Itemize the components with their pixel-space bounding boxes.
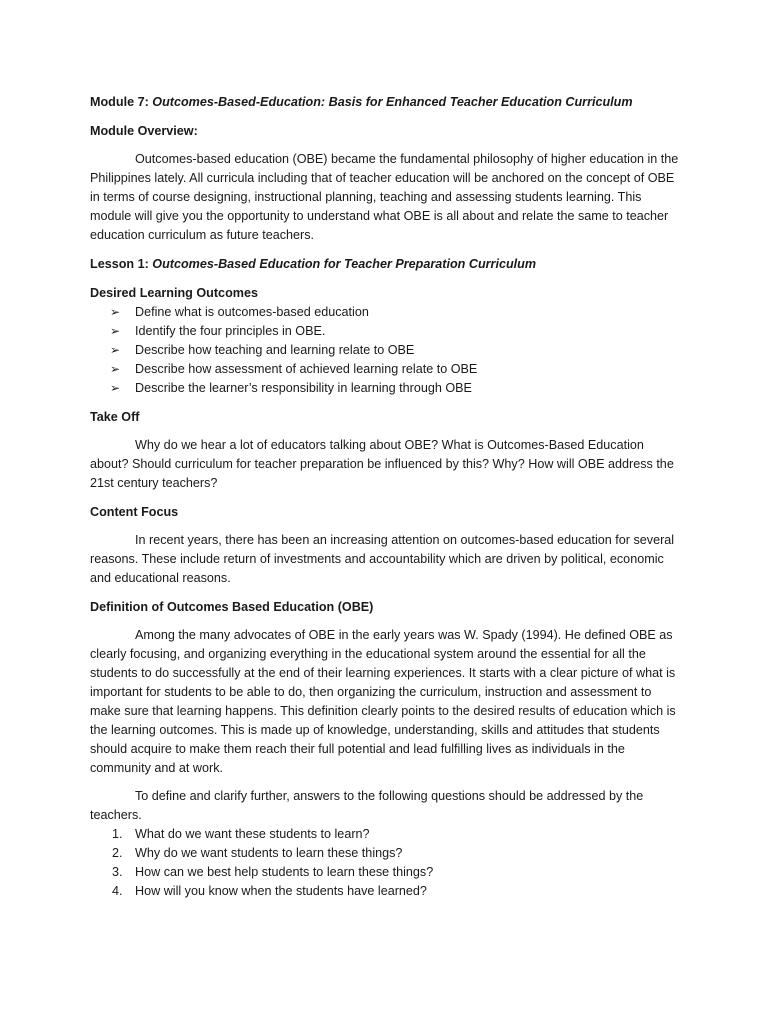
list-number: 4. [112, 884, 123, 898]
list-item [90, 825, 680, 844]
list-item-text: Identify the four principles in OBE. [135, 324, 326, 338]
list-item [90, 379, 680, 398]
list-number: 1. [112, 827, 123, 841]
lesson-prefix: Lesson 1: [90, 257, 153, 271]
module-overview-paragraph: Outcomes-based education (OBE) became the fundamental philosophy of higher education in the Philippines lately. All curricula including that of teacher education will be anchored on the concept of OBE in terms of course designing, instructional planning, teaching and assessing students learning. This module will give you the opportunity to understand what OBE is all about and relate the same to teacher education curriculum as future teachers. [90, 152, 679, 242]
lesson-title-text: Outcomes-Based Education for Teacher Preparation Curriculum [152, 257, 537, 271]
list-item [90, 360, 680, 379]
list-item-text: Describe the learner’s responsibility in learning through OBE [135, 381, 472, 395]
list-item [90, 341, 680, 360]
obe-definition-heading: Definition of Outcomes Based Education (OBE) [90, 600, 374, 614]
list-number: 3. [112, 865, 123, 879]
arrowhead-bullet-icon: ➢ [110, 381, 121, 395]
list-item-text: What do we want these students to learn? [135, 827, 370, 841]
content-focus-heading: Content Focus [90, 505, 179, 519]
list-number: 2. [112, 846, 123, 860]
arrowhead-bullet-icon: ➢ [110, 362, 121, 376]
arrowhead-bullet-icon: ➢ [110, 305, 121, 319]
list-item [90, 322, 680, 341]
teacher-questions-list [90, 825, 680, 901]
module-title-text: Outcomes-Based-Education: Basis for Enhanced Teacher Education Curriculum [152, 95, 633, 109]
lesson-title [90, 255, 680, 274]
list-item-text: How can we best help students to learn these things? [135, 865, 434, 879]
obe-followup-paragraph: To define and clarify further, answers to the following questions should be addressed by the teachers. [90, 789, 644, 822]
list-item [90, 303, 680, 322]
list-item-text: Describe how assessment of achieved learning relate to OBE [135, 362, 478, 376]
take-off-paragraph: Why do we hear a lot of educators talking about OBE? What is Outcomes-Based Education about? Should curriculum for teacher preparation be influenced by this? Why? How will OBE address the 21st century teachers? [90, 438, 674, 490]
take-off-heading: Take Off [90, 410, 140, 424]
list-item [90, 882, 680, 901]
module-prefix: Module 7: [90, 95, 153, 109]
desired-outcomes-heading: Desired Learning Outcomes [90, 286, 258, 300]
content-focus-paragraph: In recent years, there has been an increasing attention on outcomes-based education for several reasons. These include return of investments and accountability which are driven by political, economic and educational reasons. [90, 533, 675, 585]
list-item-text: Describe how teaching and learning relate to OBE [135, 343, 415, 357]
list-item [90, 844, 680, 863]
arrowhead-bullet-icon: ➢ [110, 343, 121, 357]
list-item-text: How will you know when the students have learned? [135, 884, 427, 898]
list-item-text: Define what is outcomes-based education [135, 305, 369, 319]
module-title [90, 93, 680, 112]
obe-definition-paragraph: Among the many advocates of OBE in the early years was W. Spady (1994). He defined OBE as clearly focusing, and organizing everything in the educational system around the essential for all the students to do successfully at the end of their learning experiences. It starts with a clear picture of what is important for students to be able to do, then organizing the curriculum, instruction and assessment to make sure that learning happens. This definition clearly points to the desired results of education which is the learning outcomes. This is made up of knowledge, understanding, skills and attitudes that students should acquire to make them reach their full potential and lead fulfilling lives as individuals in the community and at work. [90, 628, 676, 775]
arrowhead-bullet-icon: ➢ [110, 324, 121, 338]
module-overview-heading: Module Overview: [90, 124, 198, 138]
desired-outcomes-list [90, 303, 680, 398]
list-item-text: Why do we want students to learn these things? [135, 846, 403, 860]
list-item [90, 863, 680, 882]
